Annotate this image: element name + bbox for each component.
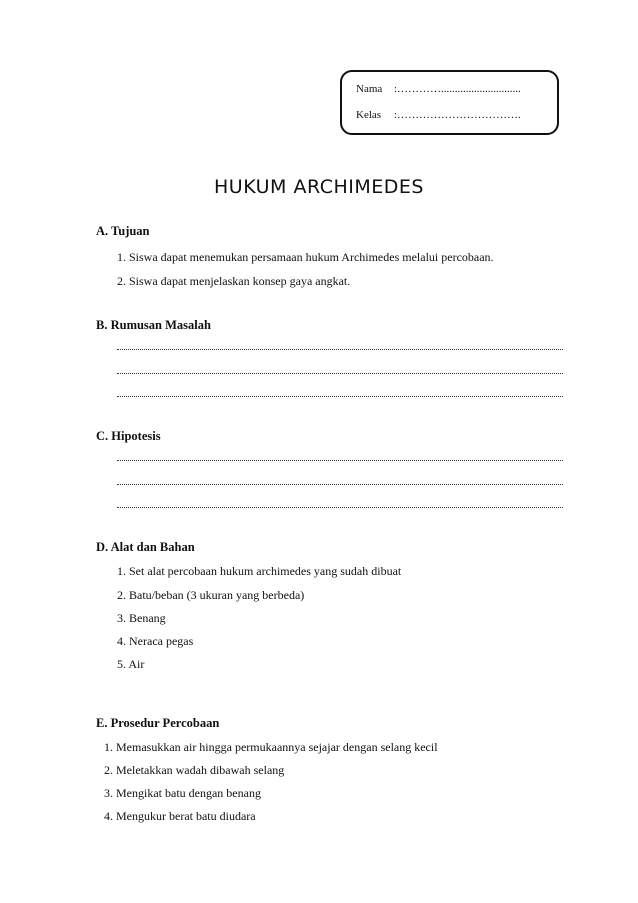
list-item: 2. Batu/beban (3 ukuran yang berbeda) [117,588,305,602]
list-item: 1. Set alat percobaan hukum archimedes yang sudah dibuat [117,564,402,578]
list-item: 1. Memasukkan air hingga permukaannya sejajar dengan selang kecil [104,740,438,754]
list-item: 3. Mengikat batu dengan benang [104,786,261,800]
section-heading-tujuan: A. Tujuan [96,224,150,238]
answer-line[interactable] [117,343,563,350]
list-item: 4. Neraca pegas [117,634,194,648]
list-item: 4. Mengukur berat batu diudara [104,809,256,823]
answer-line[interactable] [117,478,563,485]
list-item: 1. Siswa dapat menemukan persamaan hukum Archimedes melalui percobaan. [117,250,494,264]
answer-line[interactable] [117,390,563,397]
section-heading-hipotesis: C. Hipotesis [96,429,161,443]
student-info-box [340,70,559,135]
answer-line[interactable] [117,501,563,508]
answer-line[interactable] [117,367,563,374]
list-item: 5. Air [117,657,145,671]
class-label: Kelas [356,109,382,121]
page-title: HUKUM ARCHIMEDES [214,176,424,198]
name-label: Nama [356,83,383,95]
answer-line[interactable] [117,454,563,461]
section-heading-prosedur: E. Prosedur Percobaan [96,716,220,730]
name-field[interactable]: :…………............................. [394,83,521,95]
class-field[interactable]: :……………………………. [394,109,521,121]
list-item: 2. Siswa dapat menjelaskan konsep gaya angkat. [117,274,351,288]
section-heading-alat-bahan: D. Alat dan Bahan [96,540,195,554]
section-heading-rumusan-masalah: B. Rumusan Masalah [96,318,211,332]
list-item: 3. Benang [117,611,166,625]
list-item: 2. Meletakkan wadah dibawah selang [104,763,285,777]
